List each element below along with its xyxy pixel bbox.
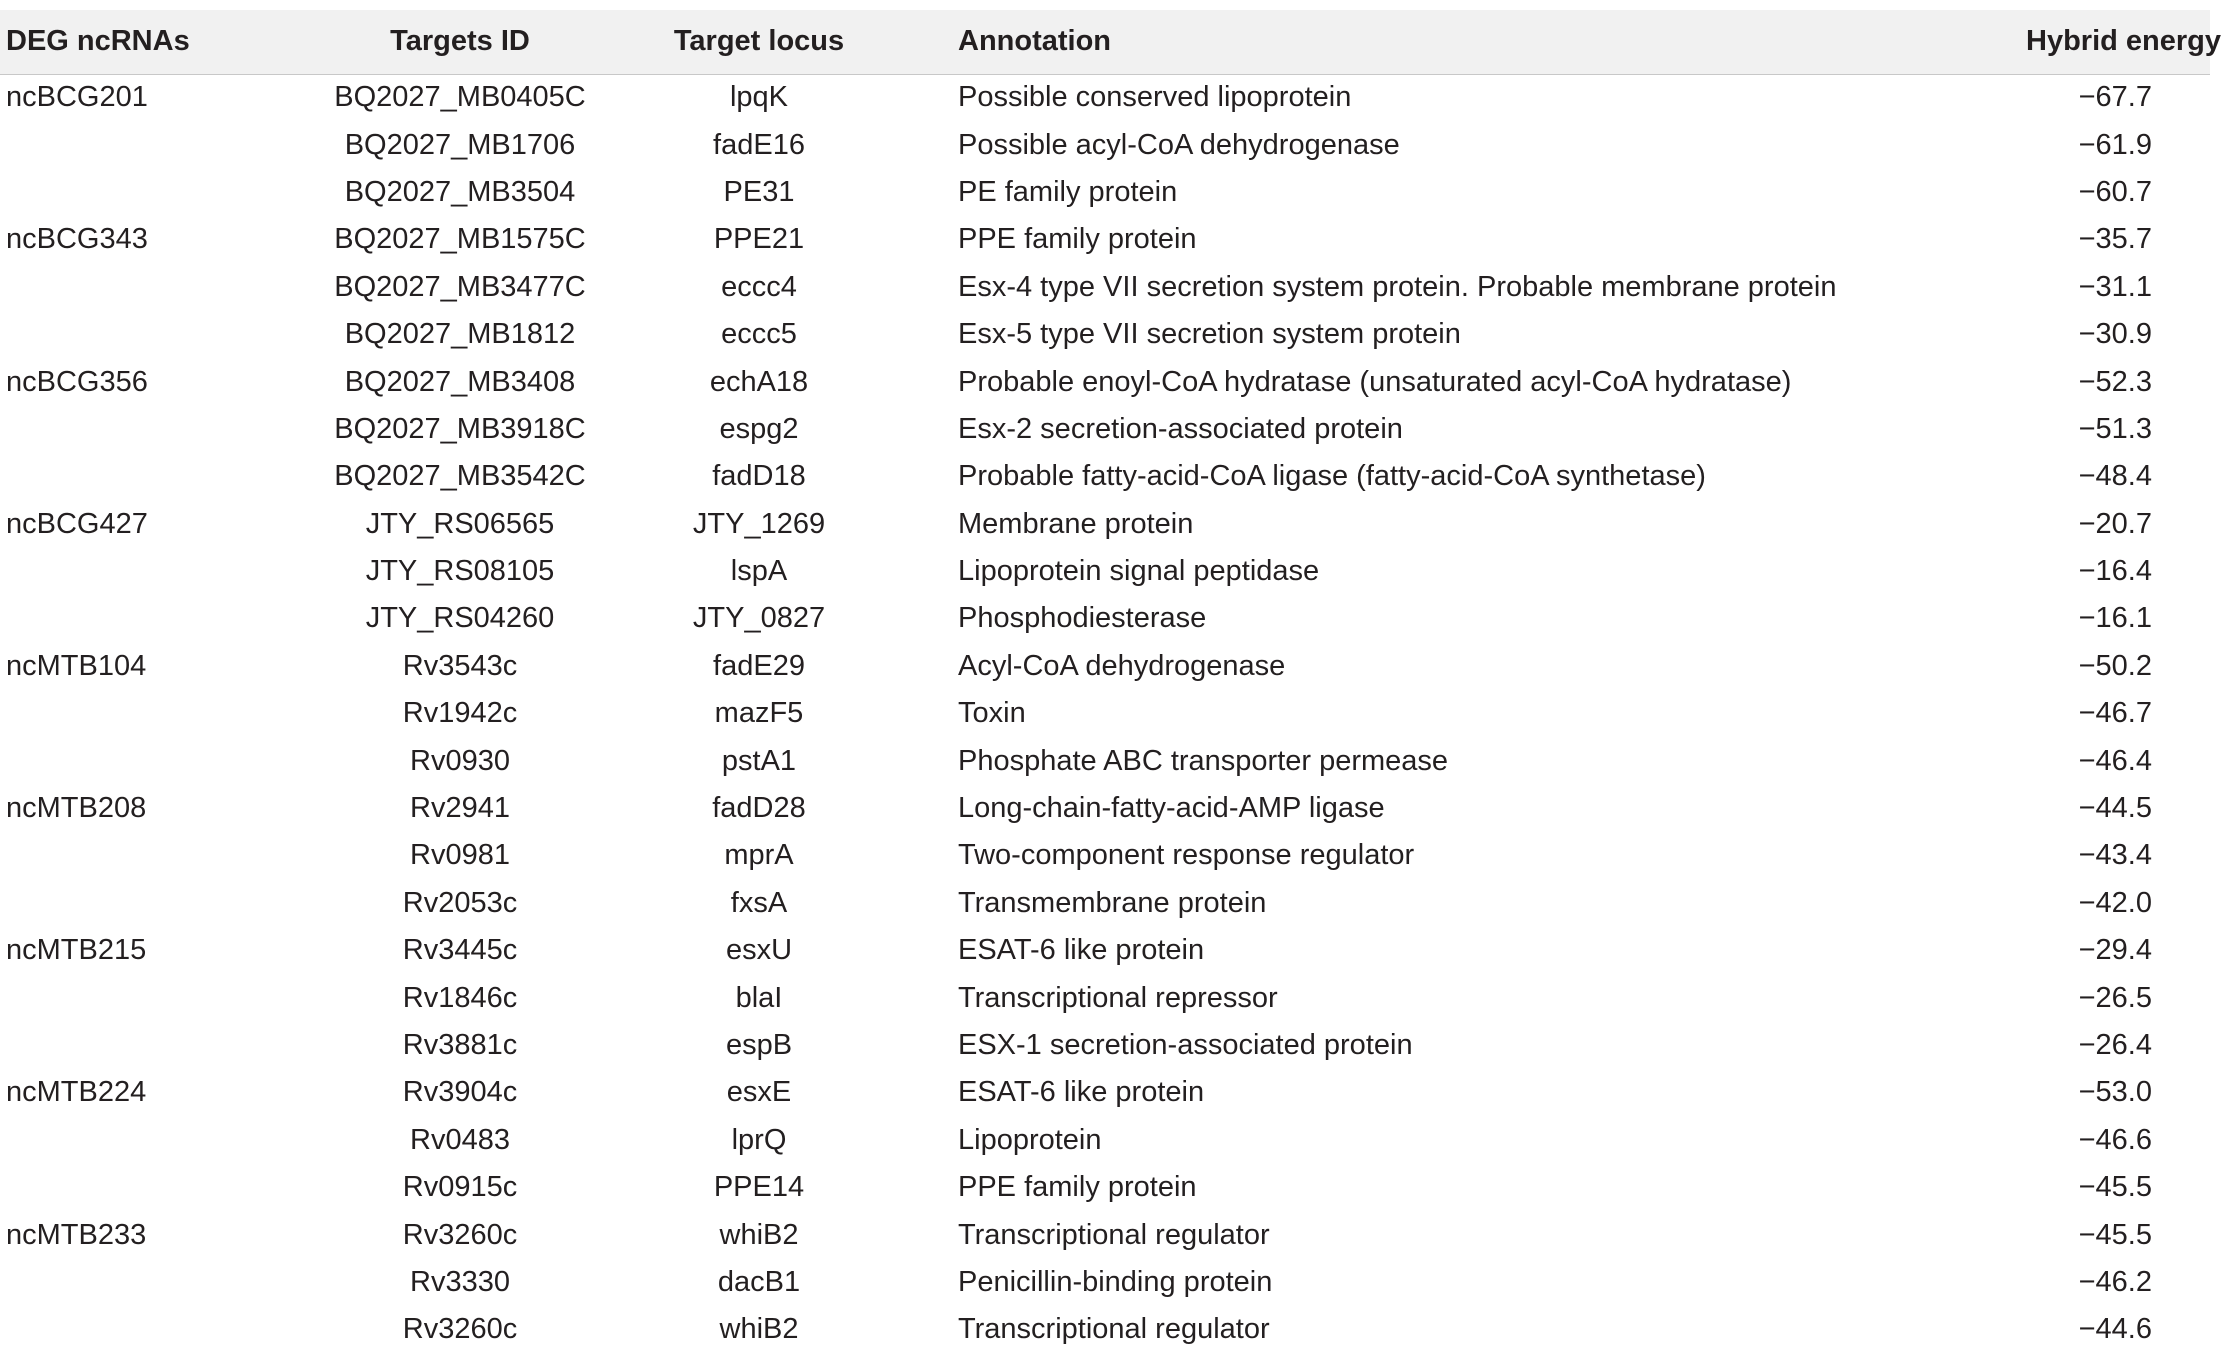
table-row (0, 1022, 2210, 1069)
cell-deg-ncrna (0, 121, 274, 168)
table-row (0, 548, 2210, 595)
cell-annotation: Transcriptional regulator (958, 1313, 1270, 1346)
cell-target-locus: blaI (735, 981, 783, 1014)
cell-target-locus: mazF5 (714, 697, 804, 730)
table-row (0, 785, 2210, 832)
cell-target-id: Rv3543c (402, 649, 518, 682)
cell-target-id: BQ2027_MB3477C (334, 270, 586, 303)
header-targets-id: Targets ID (274, 10, 646, 74)
cell-target-id: Rv3260c (402, 1218, 518, 1251)
table-row (0, 832, 2210, 879)
ncrna-targets-table (0, 10, 2221, 1354)
table-row (0, 121, 2210, 168)
cell-target-id: Rv3260c (402, 1313, 518, 1346)
cell-target-id: Rv1846c (402, 981, 518, 1014)
cell-deg-ncrna (0, 1259, 274, 1306)
table-row (0, 974, 2210, 1021)
cell-hybrid-energy: −51.3 (2078, 412, 2152, 445)
cell-annotation: Transmembrane protein (958, 886, 1267, 919)
cell-deg-ncrna: ncMTB215 (6, 934, 147, 967)
cell-deg-ncrna: ncMTB233 (6, 1218, 147, 1251)
cell-hybrid-energy: −35.7 (2078, 223, 2152, 256)
cell-target-locus: echA18 (709, 365, 809, 398)
table-row (0, 358, 2210, 405)
cell-hybrid-energy: −46.6 (2078, 1123, 2152, 1156)
cell-target-id: Rv3330 (410, 1265, 510, 1298)
cell-deg-ncrna (0, 169, 274, 216)
table-row (0, 737, 2210, 784)
cell-deg-ncrna (0, 880, 274, 927)
table-row (0, 1164, 2210, 1211)
cell-target-id: Rv3445c (402, 934, 518, 967)
cell-hybrid-energy: −42.0 (2078, 886, 2152, 919)
table-row (0, 264, 2210, 311)
cell-hybrid-energy: −31.1 (2078, 270, 2152, 303)
cell-target-id: Rv0981 (410, 839, 510, 872)
cell-annotation: Esx-5 type VII secretion system protein (958, 318, 1461, 351)
cell-target-locus: lspA (730, 555, 788, 588)
cell-hybrid-energy: −30.9 (2078, 318, 2152, 351)
cell-target-locus: JTY_0827 (692, 602, 826, 635)
cell-target-id: JTY_RS08105 (365, 555, 555, 588)
cell-annotation: Possible conserved lipoprotein (958, 81, 1352, 114)
cell-annotation: Probable fatty-acid-CoA ligase (fatty-acid-CoA synthetase) (958, 460, 1706, 493)
cell-target-locus: PPE14 (713, 1171, 805, 1204)
table-row (0, 880, 2210, 927)
cell-target-id: Rv1942c (402, 697, 518, 730)
table-header (0, 10, 2221, 74)
cell-annotation: Two-component response regulator (958, 839, 1415, 872)
cell-target-id: Rv3904c (402, 1076, 518, 1109)
table-row (0, 74, 2210, 121)
cell-deg-ncrna (0, 690, 274, 737)
cell-deg-ncrna: ncMTB208 (6, 792, 147, 825)
cell-deg-ncrna (0, 406, 274, 453)
table-row (0, 1117, 2210, 1164)
table-row (0, 311, 2210, 358)
cell-target-locus: whiB2 (719, 1218, 799, 1251)
cell-hybrid-energy: −29.4 (2078, 934, 2152, 967)
cell-target-locus: espB (725, 1029, 793, 1061)
cell-hybrid-energy: −44.6 (2078, 1313, 2152, 1346)
cell-target-locus: fadD28 (712, 792, 806, 825)
cell-annotation: Esx-2 secretion-associated protein (958, 412, 1403, 445)
cell-deg-ncrna (0, 1164, 274, 1211)
cell-hybrid-energy: −45.5 (2078, 1171, 2152, 1204)
cell-target-locus: eccc5 (721, 318, 797, 351)
cell-hybrid-energy: −16.1 (2078, 602, 2152, 635)
cell-deg-ncrna (0, 1022, 274, 1069)
cell-annotation: Phosphodiesterase (958, 602, 1207, 635)
cell-target-locus: PPE21 (713, 223, 805, 256)
cell-hybrid-energy: −44.5 (2078, 792, 2152, 825)
cell-deg-ncrna: ncMTB224 (6, 1076, 147, 1109)
cell-annotation: Lipoprotein signal peptidase (958, 555, 1320, 588)
cell-hybrid-energy: −16.4 (2078, 555, 2152, 588)
cell-target-locus: fadE29 (713, 649, 805, 682)
cell-target-locus: espg2 (719, 412, 799, 445)
table-row (0, 453, 2210, 500)
cell-target-id: JTY_RS04260 (365, 602, 555, 635)
cell-annotation: Phosphate ABC transporter permease (958, 744, 1449, 777)
cell-target-locus: dacB1 (717, 1265, 801, 1298)
table-row (0, 595, 2210, 642)
cell-annotation: Probable enoyl-CoA hydratase (unsaturated acyl-CoA hydratase) (958, 365, 1792, 398)
cell-hybrid-energy: −61.9 (2078, 128, 2152, 161)
cell-hybrid-energy: −45.5 (2078, 1218, 2152, 1251)
cell-hybrid-energy: −20.7 (2078, 507, 2152, 540)
cell-hybrid-energy: −43.4 (2078, 839, 2152, 872)
table-row (0, 1259, 2210, 1306)
table-row (0, 501, 2210, 548)
cell-target-id: BQ2027_MB3504 (344, 175, 576, 208)
cell-target-id: Rv2941 (410, 792, 510, 825)
cell-target-id: BQ2027_MB3408 (344, 365, 576, 398)
cell-hybrid-energy: −46.7 (2078, 697, 2152, 730)
cell-target-locus: JTY_1269 (692, 507, 826, 540)
table-row (0, 1306, 2210, 1353)
cell-hybrid-energy: −52.3 (2078, 365, 2152, 398)
cell-target-locus: PE31 (723, 175, 795, 208)
header-deg-ncrnas: DEG ncRNAs (0, 10, 274, 74)
cell-target-locus: eccc4 (721, 270, 797, 303)
cell-target-id: Rv0483 (410, 1123, 510, 1156)
cell-annotation: Transcriptional repressor (958, 981, 1278, 1014)
cell-target-id: Rv2053c (402, 886, 518, 919)
cell-target-id: JTY_RS06565 (365, 507, 555, 540)
cell-deg-ncrna (0, 1117, 274, 1164)
cell-deg-ncrna (0, 832, 274, 879)
cell-target-locus: whiB2 (719, 1313, 799, 1346)
cell-target-locus: fxsA (730, 886, 788, 919)
cell-target-locus: lprQ (731, 1123, 787, 1156)
cell-annotation: Acyl-CoA dehydrogenase (958, 649, 1286, 682)
cell-target-locus: mprA (724, 839, 794, 872)
cell-target-id: Rv3881c (402, 1029, 518, 1061)
cell-annotation: Penicillin-binding protein (958, 1265, 1273, 1298)
table-row (0, 216, 2210, 263)
cell-deg-ncrna (0, 453, 274, 500)
cell-annotation: Toxin (958, 697, 1026, 730)
cell-deg-ncrna: ncBCG201 (6, 81, 148, 114)
cell-deg-ncrna (0, 595, 274, 642)
cell-target-locus: fadE16 (713, 128, 805, 161)
cell-hybrid-energy: −26.4 (2078, 1029, 2152, 1061)
table-row (0, 690, 2210, 737)
cell-hybrid-energy: −60.7 (2078, 175, 2152, 208)
table-row (0, 927, 2210, 974)
cell-hybrid-energy: −46.4 (2078, 744, 2152, 777)
cell-deg-ncrna: ncMTB104 (6, 649, 147, 682)
cell-target-id: Rv0930 (410, 744, 510, 777)
cell-deg-ncrna (0, 548, 274, 595)
header-annotation: Annotation (872, 10, 2026, 74)
cell-annotation: PE family protein (958, 175, 1178, 208)
cell-annotation: Esx-4 type VII secretion system protein. Probable membrane protein (958, 270, 1837, 303)
cell-hybrid-energy: −50.2 (2078, 649, 2152, 682)
cell-deg-ncrna: ncBCG343 (6, 223, 148, 256)
table-row (0, 1211, 2210, 1258)
header-hybrid-energy: Hybrid energy (2026, 10, 2210, 74)
cell-target-id: BQ2027_MB0405C (334, 81, 586, 114)
cell-deg-ncrna (0, 264, 274, 311)
cell-hybrid-energy: −26.5 (2078, 981, 2152, 1014)
cell-target-id: BQ2027_MB3542C (334, 460, 586, 493)
cell-annotation: Long-chain-fatty-acid-AMP ligase (958, 792, 1385, 825)
cell-deg-ncrna: ncBCG356 (6, 365, 148, 398)
table-row (0, 643, 2210, 690)
cell-target-locus: pstA1 (721, 744, 797, 777)
cell-target-id: BQ2027_MB1575C (334, 223, 586, 256)
cell-deg-ncrna (0, 974, 274, 1021)
table-row (0, 1069, 2210, 1116)
cell-annotation: ESAT-6 like protein (958, 934, 1205, 967)
cell-annotation: ESX-1 secretion-associated protein (958, 1029, 1413, 1061)
cell-target-locus: esxE (726, 1076, 792, 1109)
table-row (0, 169, 2210, 216)
cell-deg-ncrna (0, 737, 274, 784)
cell-annotation: ESAT-6 like protein (958, 1076, 1205, 1109)
cell-annotation: Transcriptional regulator (958, 1218, 1270, 1251)
cell-annotation: Lipoprotein (958, 1123, 1102, 1156)
cell-hybrid-energy: −46.2 (2078, 1265, 2152, 1298)
cell-target-locus: esxU (725, 934, 793, 967)
header-row (0, 10, 2210, 74)
cell-deg-ncrna: ncBCG427 (6, 507, 148, 540)
cell-target-id: BQ2027_MB1812 (344, 318, 576, 351)
cell-target-id: Rv0915c (402, 1171, 518, 1204)
cell-target-locus: fadD18 (712, 460, 806, 493)
cell-annotation: PPE family protein (958, 223, 1197, 256)
cell-annotation: Possible acyl-CoA dehydrogenase (958, 128, 1400, 161)
table-row (0, 406, 2210, 453)
cell-hybrid-energy: −53.0 (2078, 1076, 2152, 1109)
cell-deg-ncrna (0, 1306, 274, 1353)
cell-annotation: Membrane protein (958, 507, 1194, 540)
cell-hybrid-energy: −48.4 (2078, 460, 2152, 493)
cell-annotation: PPE family protein (958, 1171, 1197, 1204)
cell-target-locus: lpqK (729, 81, 789, 114)
cell-target-id: BQ2027_MB1706 (344, 128, 576, 161)
cell-deg-ncrna (0, 311, 274, 358)
header-target-locus: Target locus (646, 10, 872, 74)
cell-target-id: BQ2027_MB3918C (334, 412, 586, 445)
table-body (0, 74, 2210, 1354)
cell-hybrid-energy: −67.7 (2078, 81, 2152, 114)
